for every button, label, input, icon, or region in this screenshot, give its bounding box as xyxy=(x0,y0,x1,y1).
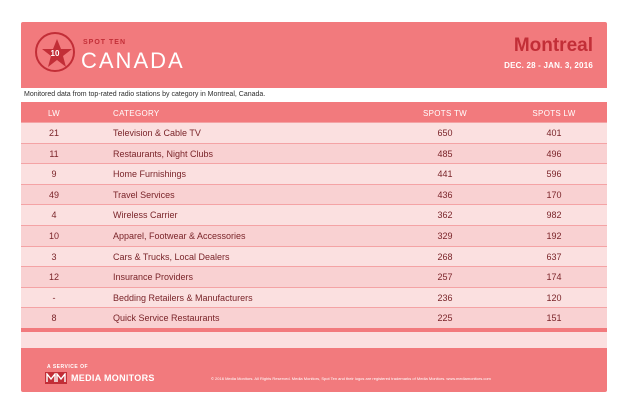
cell-spots-tw: 650 xyxy=(437,128,453,138)
table-row xyxy=(21,287,607,308)
subtitle: Monitored data from top-rated radio stations by category in Montreal, Canada. xyxy=(24,91,266,98)
cell-spots-lw: 496 xyxy=(546,148,562,159)
cell-category: Wireless Carrier xyxy=(113,210,178,221)
date-range: DEC. 28 - JAN. 3, 2016 xyxy=(504,61,593,70)
cell-spots-lw: 192 xyxy=(546,230,562,241)
service-of-label: A SERVICE OF xyxy=(47,364,89,370)
table-row xyxy=(21,246,607,267)
city-title: Montreal xyxy=(513,35,593,56)
header-category: CATEGORY xyxy=(113,109,160,118)
table-row xyxy=(21,122,607,143)
cell-spots-tw: 268 xyxy=(437,251,453,262)
cell-spots-lw: 151 xyxy=(546,313,562,324)
cell-spots-tw: 436 xyxy=(437,189,453,200)
header-spots-tw: SPOTS TW xyxy=(422,109,468,118)
cell-lw: - xyxy=(52,292,56,303)
cell-category: Home Furnishings xyxy=(113,169,187,180)
spot-ten-logo xyxy=(35,32,75,72)
cell-lw: 12 xyxy=(48,272,59,283)
cell-spots-tw: 485 xyxy=(437,148,453,159)
cell-lw: 9 xyxy=(51,169,57,180)
cell-lw: 49 xyxy=(48,189,59,200)
brand-small-title: SPOT TEN xyxy=(83,39,127,46)
subtitle-bar xyxy=(21,88,607,102)
cell-spots-lw: 596 xyxy=(546,169,562,180)
table-spacer xyxy=(21,332,607,348)
cell-lw: 3 xyxy=(51,251,57,262)
table-row xyxy=(21,204,607,225)
header-lw: LW xyxy=(47,109,60,118)
table-row xyxy=(21,266,607,287)
report-header xyxy=(21,22,607,84)
table-body xyxy=(21,122,607,328)
cell-spots-tw: 257 xyxy=(437,272,453,283)
cell-category: Travel Services xyxy=(113,189,175,200)
brand-title: CANADA xyxy=(81,48,185,73)
cell-lw: 11 xyxy=(49,148,59,159)
cell-lw: 21 xyxy=(48,128,59,138)
table-row xyxy=(21,163,607,184)
cell-spots-tw: 236 xyxy=(437,292,453,303)
cell-category: Bedding Retailers & Manufacturers xyxy=(113,292,253,303)
media-monitors-logo xyxy=(45,372,67,384)
cell-spots-lw: 174 xyxy=(546,272,562,283)
copyright-text: © 2016 Media Monitors. All Rights Reserved. Media Monitors, Spot Ten and their logos are registered trademarks of Media Monitors. www.mediamonitors.com xyxy=(211,376,491,381)
table-row xyxy=(21,225,607,246)
cell-lw: 8 xyxy=(51,313,57,324)
table-row xyxy=(21,184,607,205)
cell-spots-lw: 637 xyxy=(546,251,562,262)
cell-category: Quick Service Restaurants xyxy=(113,313,220,324)
cell-spots-lw: 170 xyxy=(546,189,562,200)
cell-category: Restaurants, Night Clubs xyxy=(113,148,214,159)
table-row xyxy=(21,307,607,328)
spot-ten-card xyxy=(21,22,607,392)
cell-spots-tw: 225 xyxy=(437,313,453,324)
mm-icon xyxy=(46,373,66,383)
cell-spots-tw: 362 xyxy=(437,210,453,221)
cell-lw: 4 xyxy=(51,210,57,221)
cell-spots-tw: 441 xyxy=(437,169,453,180)
header-spots-lw: SPOTS LW xyxy=(532,109,576,118)
cell-category: Insurance Providers xyxy=(113,272,194,283)
table-row xyxy=(21,143,607,164)
cell-category: Cars & Trucks, Local Dealers xyxy=(113,251,230,262)
cell-category: Television & Cable TV xyxy=(113,128,201,138)
company-name: MEDIA MONITORS xyxy=(71,373,155,383)
logo-number: 10 xyxy=(50,49,60,58)
cell-spots-tw: 329 xyxy=(437,230,453,241)
cell-spots-lw: 120 xyxy=(546,292,562,303)
cell-spots-lw: 982 xyxy=(546,210,562,221)
report-footer xyxy=(21,352,607,392)
cell-lw: 10 xyxy=(48,230,59,241)
cell-category: Apparel, Footwear & Accessories xyxy=(113,230,246,241)
table-header xyxy=(21,106,607,120)
cell-spots-lw: 401 xyxy=(546,128,562,138)
